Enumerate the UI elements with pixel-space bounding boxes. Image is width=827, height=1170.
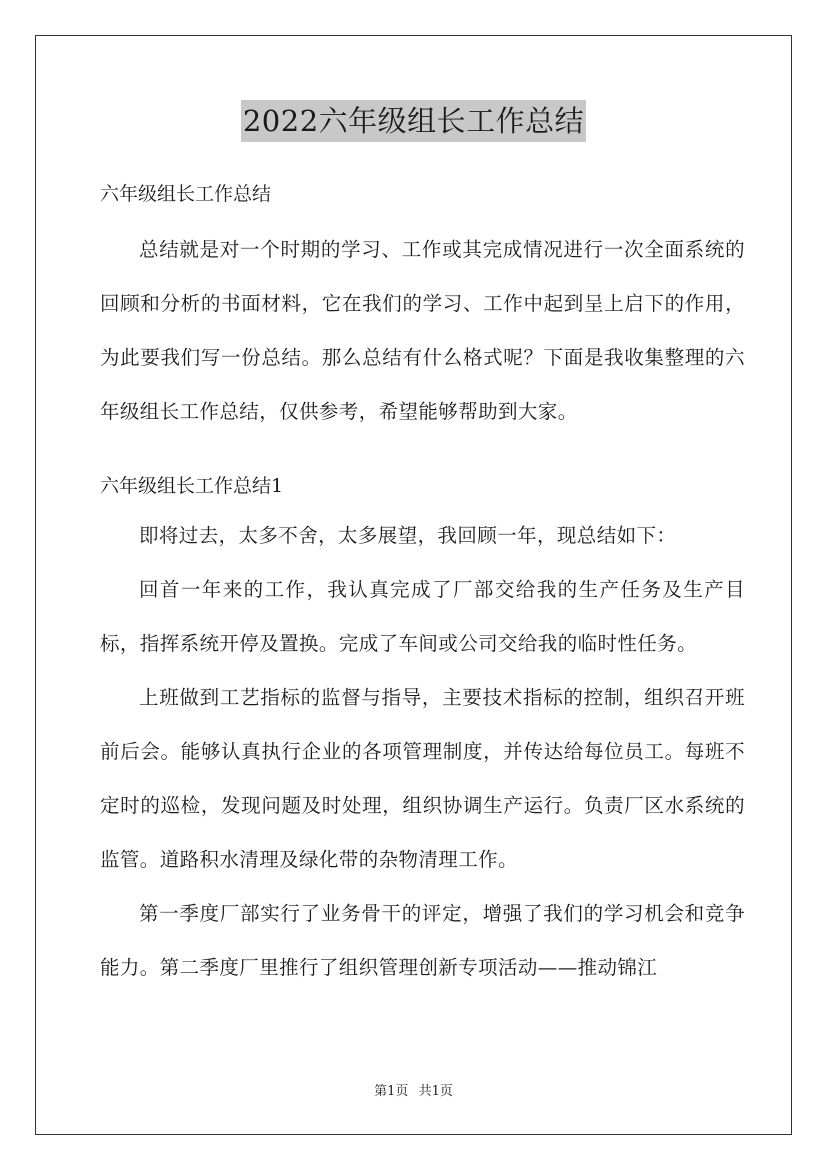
body-paragraph-2: 回首一年来的工作，我认真完成了厂部交给我的生产任务及生产目标，指挥系统开停及置换。完成了车间或公司交给我的临时性任务。 [100,578,745,655]
page-number-total: 共1页 [418,1084,453,1099]
body-paragraph-3: 上班做到工艺指标的监督与指导，主要技术指标的控制，组织召开班前后会。能够认真执行企业的各项管理制度，并传达给每位员工。每班不定时的巡检，发现问题及时处理，组织协调生产运行。负责厂区水系统的监管。道路积水清理及绿化带的杂物清理工作。 [100,686,745,871]
document-title: 2022六年级组长工作总结 [241,100,586,142]
page-number-current: 第1页 [374,1084,409,1099]
body-paragraph-4: 第一季度厂部实行了业务骨干的评定，增强了我们的学习机会和竞争能力。第二季度厂里推行了组织管理创新专项活动——推动锦江 [100,902,745,979]
section-heading: 六年级组长工作总结1 [100,475,284,497]
intro-heading: 六年级组长工作总结 [100,183,272,205]
title-container [0,100,827,142]
document-body [100,175,745,995]
body-paragraph-1: 即将过去，太多不舍，太多展望，我回顾一年，现总结如下： [139,524,677,547]
intro-paragraph: 总结就是对一个时期的学习、工作或其完成情况进行一次全面系统的回顾和分析的书面材料，它在我们的学习、工作中起到呈上启下的作用，为此要我们写一份总结。那么总结有什么格式呢？下面是我收集整理的六年级组长工作总结，仅供参考，希望能够帮助到大家。 [100,238,745,423]
page-footer [0,1083,827,1101]
